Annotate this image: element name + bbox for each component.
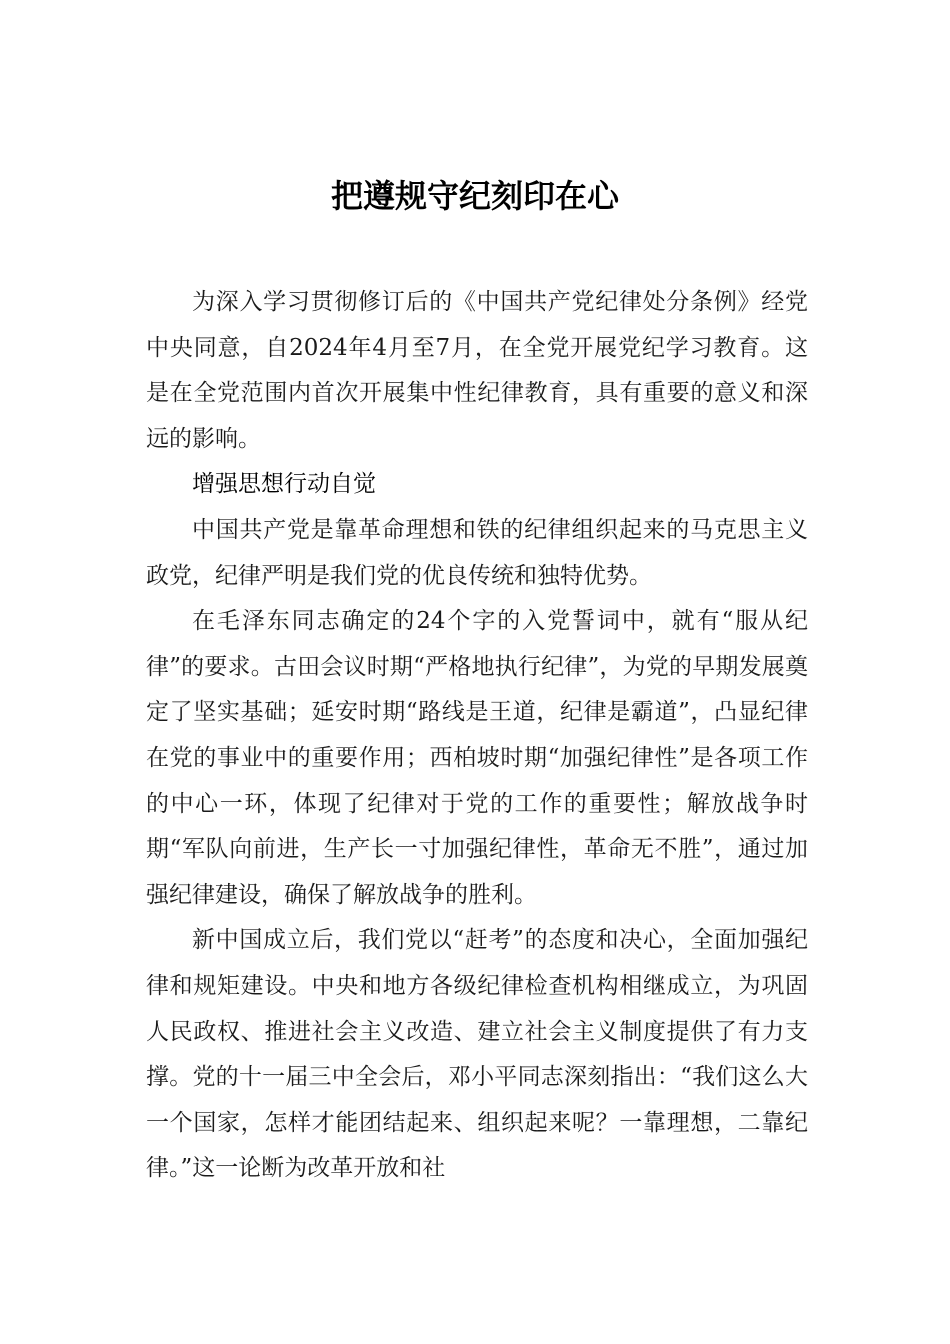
body-paragraph: 在毛泽东同志确定的24个字的入党誓词中，就有“服从纪律”的要求。古田会议时期“严格地执行纪律”，为党的早期发展奠定了坚实基础；延安时期“路线是王道，纪律是霸道”，凸显纪律在党的事业中的重要作用；西柏坡时期“加强纪律性”是各项工作的中心一环，体现了纪律对于党的工作的重要性；解放战争时期“军队向前进，生产长一寸加强纪律性，革命无不胜”，通过加强纪律建设，确保了解放战争的胜利。 <box>146 608 808 908</box>
section-heading: 增强思想行动自觉 <box>192 471 376 498</box>
body-paragraph: 中国共产党是靠革命理想和铁的纪律组织起来的马克思主义政党，纪律严明是我们党的优良传统和独特优势。 <box>146 516 808 589</box>
intro-paragraph: 为深入学习贯彻修订后的《中国共产党纪律处分条例》经党中央同意，自2024年4月至7月，在全党开展党纪学习教育。这是在全党范围内首次开展集中性纪律教育，具有重要的意义和深远的影响。 <box>146 289 808 452</box>
document-title: 把遵规守纪刻印在心 <box>330 177 619 215</box>
body-paragraph: 新中国成立后，我们党以“赶考”的态度和决心，全面加强纪律和规矩建设。中央和地方各级纪律检查机构相继成立，为巩固人民政权、推进社会主义改造、建立社会主义制度提供了有力支撑。党的十一届三中全会后，邓小平同志深刻指出：“我们这么大一个国家，怎样才能团结起来、组织起来呢？一靠理想，二靠纪律。”这一论断为改革开放和社 <box>146 927 808 1182</box>
document-body <box>146 280 808 1192</box>
